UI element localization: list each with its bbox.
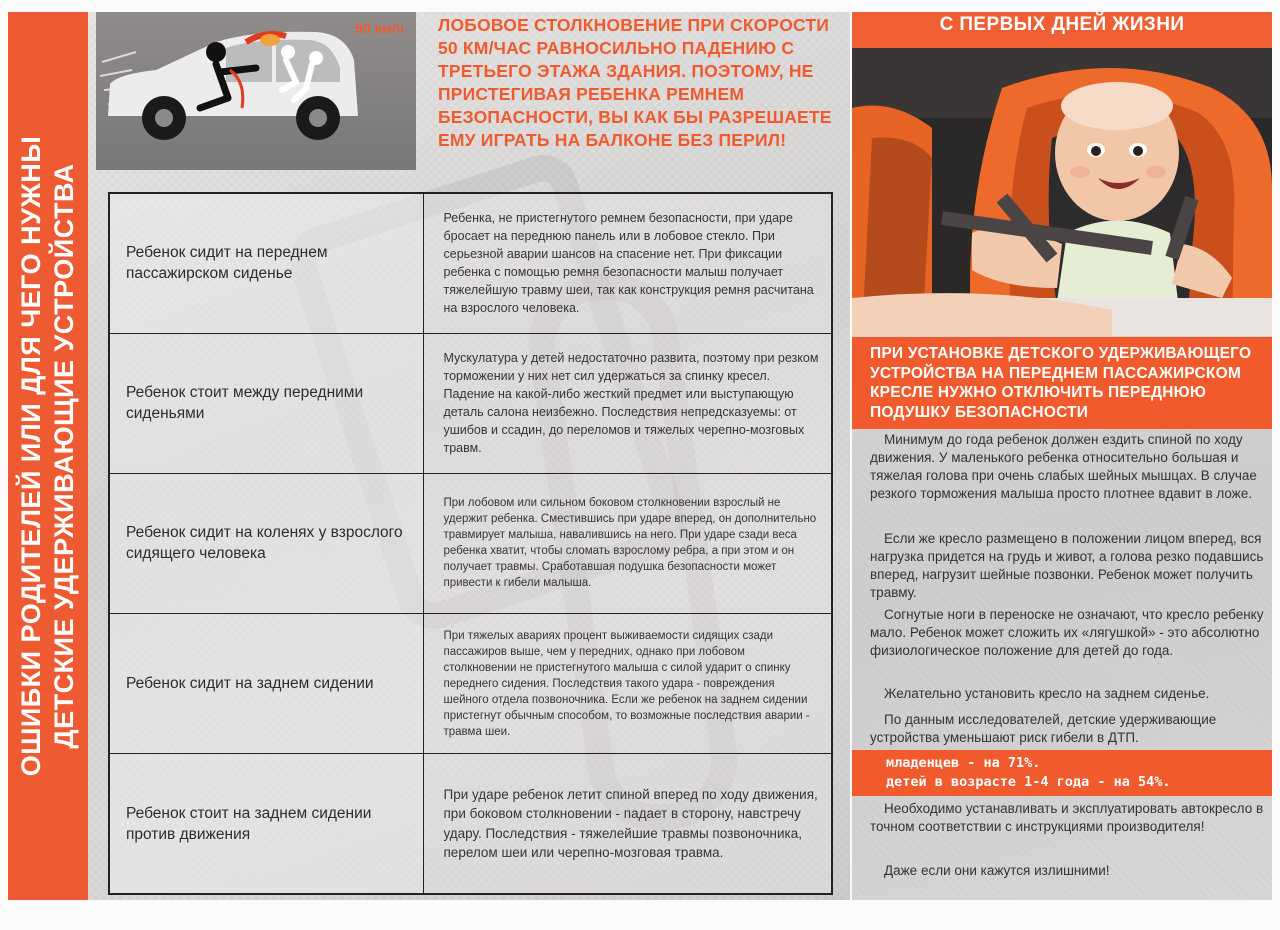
table-row — [109, 614, 832, 754]
consequence-cell: Мускулатура у детей недостаточно развита, поэтому при резком торможении у них нет сил удержаться за спинку кресел. Падение на какой-либо жесткий предмет или выступающую деталь салона неизбежно. Последствия непредсказуемы: от ушибов и ссадин, до переломов и тяжелых черепно-мозговых травм. — [423, 333, 832, 473]
errors-table — [108, 192, 833, 895]
airbag-notice: ПРИ УСТАНОВКЕ ДЕТСКОГО УДЕРЖИВАЮЩЕГО УСТРОЙСТВА НА ПЕРЕДНЕМ ПАССАЖИРСКОМ КРЕСЛЕ НУЖНО ОТКЛЮЧИТЬ ПЕРЕДНЮЮ ПОДУШКУ БЕЗОПАСНОСТИ — [852, 337, 1272, 429]
crash-illustration — [96, 12, 416, 170]
vertical-title-line2: ДЕТСКИЕ УДЕРЖИВАЮЩИЕ УСТРОЙСТВА — [49, 163, 79, 749]
middle-panel — [88, 12, 850, 900]
right-panel — [852, 12, 1272, 900]
info-paragraph: Если же кресло размещено в положении лицом вперед, вся нагрузка придется на грудь и живот, а голова резко подавшись вперед, нагрузит шейные позвонки. Ребенок может получить травму. — [870, 531, 1264, 600]
vertical-title-strip — [8, 12, 88, 900]
consequence-cell: При тяжелых авариях процент выживаемости сидящих сзади пассажиров выше, чем у передних, однако при лобовом столкновении не пристегнутого малыша с силой ударит о спинку переднего сидения. Последствия такого удара - повреждения шейного отдела позвоночника. Если же ребенок на заднем сидении пристегнут обычным способом, то возможные последствия аварии - травма шеи. — [423, 614, 832, 754]
baby-in-car-seat-photo — [852, 48, 1272, 336]
position-cell: Ребенок сидит на заднем сидении — [109, 614, 423, 754]
speed-warning-text: ЛОБОВОЕ СТОЛКНОВЕНИЕ ПРИ СКОРОСТИ 50 КМ/ЧАС РАВНОСИЛЬНО ПАДЕНИЮ С ТРЕТЬЕГО ЭТАЖА ЗДАНИЯ. ПОЭТОМУ, НЕ ПРИСТЕГИВАЯ РЕБЕНКА РЕМНЕМ БЕЗОПАСНОСТИ, ВЫ КАК БЫ РАЗРЕШАЕТЕ ЕМУ ИГРАТЬ НА БАЛКОНЕ БЕЗ ПЕРИЛ! — [438, 15, 832, 150]
consequence-cell: При лобовом или сильном боковом столкновении взрослый не удержит ребенка. Сместившись при ударе вперед, он дополнительно травмирует малыша, навалившись на него. При ударе сзади веса ребенка хватит, чтобы сломать взрослому ребра, а при этом и он получает травмы. Сработавшая подушка безопасности может привести к гибели малыша. — [423, 473, 832, 613]
position-cell: Ребенок стоит между передними сиденьями — [109, 333, 423, 473]
position-cell: Ребенок стоит на заднем сидении против движения — [109, 754, 423, 894]
vertical-title — [15, 16, 81, 896]
right-panel-header: С ПЕРВЫХ ДНЕЙ ЖИЗНИ — [852, 12, 1272, 48]
info-paragraph: По данным исследователей, детские удерживающие устройства уменьшают риск гибели в ДТП. — [870, 712, 1217, 745]
stat-infants: младенцев - на 71%. — [886, 755, 1041, 771]
info-paragraph: Желательно установить кресло на заднем сиденье. — [884, 686, 1210, 701]
info-paragraph: Минимум до года ребенок должен ездить спиной по ходу движения. У маленького ребенка относительно большая и тяжелая голова при очень слабых шейных мышцах. В случае резкого торможения малыша просто плотнее вдавит в ложе. — [870, 432, 1257, 501]
consequence-cell: Ребенка, не пристегнутого ремнем безопасности, при ударе бросает на переднюю панель или в лобовое стекло. При серьезной аварии шансов на спасение нет. При фиксации ребенка с помощью ремня безопасности малыш получает тяжелейшую травму шеи, так как конструкция ремня расчитана на взрослого человека. — [423, 193, 832, 333]
stat-toddlers: детей в возрасте 1-4 года - на 54%. — [886, 774, 1171, 790]
risk-reduction-stats — [852, 750, 1272, 796]
table-row — [109, 193, 832, 333]
table-row — [109, 754, 832, 894]
table-row — [109, 333, 832, 473]
baby-seat-drawing — [852, 48, 1272, 336]
closing-paragraph: Необходимо устанавливать и эксплуатировать автокресло в точном соответствии с инструкциями производителя! — [870, 801, 1264, 834]
consequence-cell: При ударе ребенок летит спиной вперед по ходу движения, при боковом столкновении - падает в сторону, навстречу удару. Последствия - тяжелейшие травмы позвоночника, перелом шеи или черепно-мозговая травма. — [423, 754, 832, 894]
table-row — [109, 473, 832, 613]
speed-label: 50 км/ч — [355, 20, 404, 36]
closing-paragraph: Даже если они кажутся излишними! — [884, 863, 1110, 878]
position-cell: Ребенок сидит на переднем пассажирском сиденье — [109, 193, 423, 333]
vertical-title-line1: ОШИБКИ РОДИТЕЛЕЙ ИЛИ ДЛЯ ЧЕГО НУЖНЫ — [16, 135, 46, 777]
info-paragraph: Согнутые ноги в переноске не означают, что кресло ребенку мало. Ребенок может сложить их «лягушкой» - это абсолютно физиологическое положение для детей до года. — [870, 607, 1264, 658]
position-cell: Ребенок сидит на коленях у взрослого сидящего человека — [109, 473, 423, 613]
